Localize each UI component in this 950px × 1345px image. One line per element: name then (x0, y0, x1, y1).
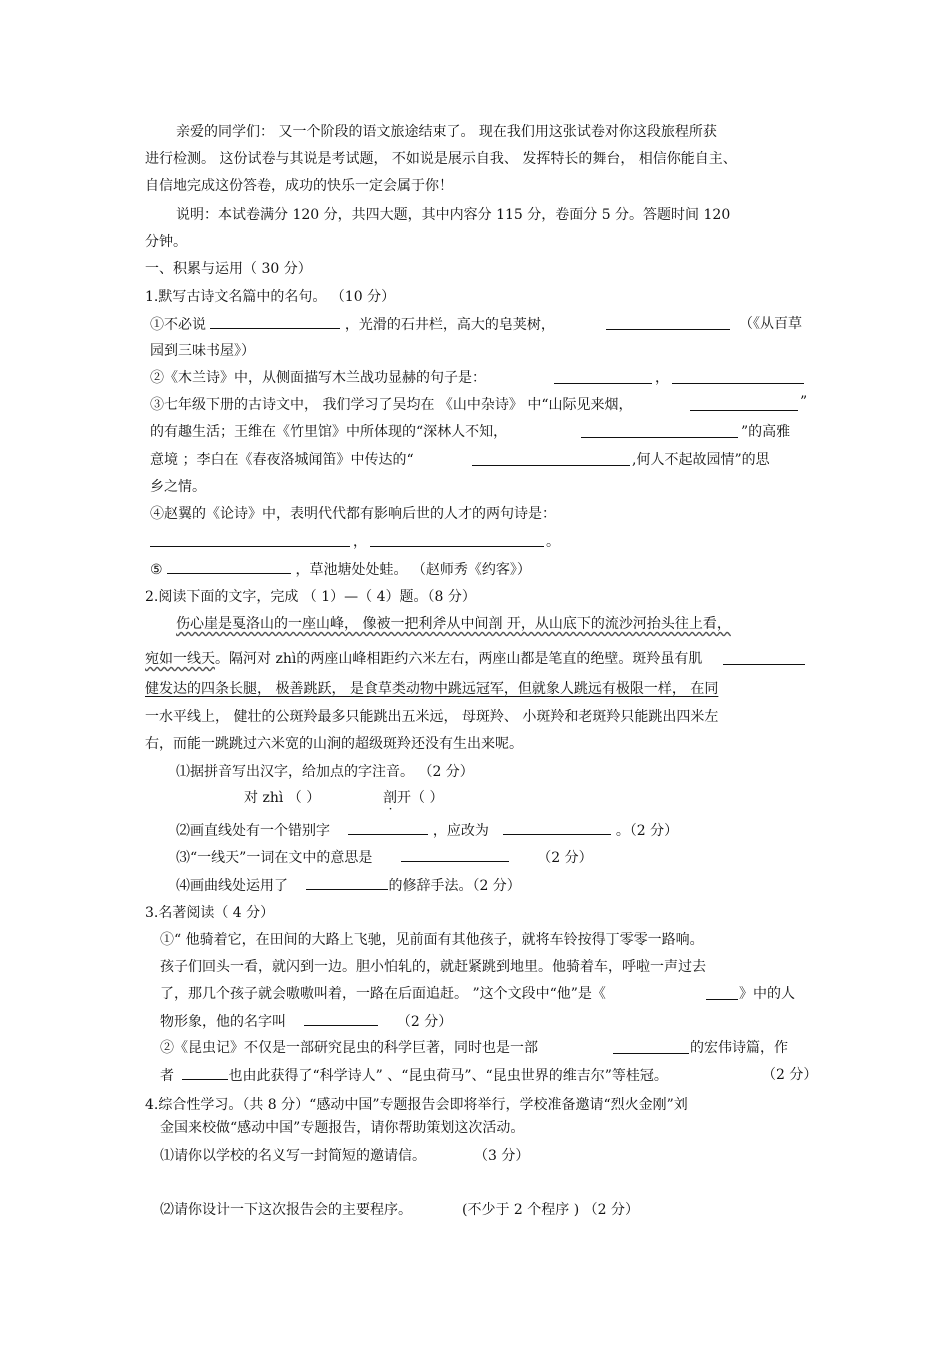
intro-line-1: 亲爱的同学们： 又一个阶段的语文旅途结束了。 现在我们用这张试卷对你这段旅程所获 (176, 124, 717, 140)
q1-item-1-source: （《从百草 (739, 316, 802, 332)
q1-title: 1.默写古诗文名篇中的名句。 （10 分） (145, 289, 396, 305)
q1-item-5-number: ⑤ (150, 562, 163, 578)
q2-blank-3[interactable] (401, 848, 509, 862)
q1-blank-4[interactable] (672, 370, 804, 384)
q1-blank-9[interactable] (370, 533, 544, 547)
q2-sub-4-text-a: ⑷画曲线处运用了 (176, 878, 288, 894)
q3-item-1-line-3: 了，那几个孩子就会嗷嗷叫着，一路在后面追赶。 ”这个文段中“他”是《 (160, 986, 606, 1002)
passage-phrase-yixiantian: 宛如一线天 (145, 651, 215, 667)
q2-blank-1[interactable] (348, 821, 428, 835)
q1-blank-6[interactable] (581, 424, 738, 438)
passage-line-2 (145, 650, 702, 668)
q2-blank-2[interactable] (503, 821, 611, 835)
instructions-line-2: 分钟。 (145, 234, 187, 250)
passage-line-3-text: 健发达的四条长腿， 极善跳跃， 是食草类动物中跳远冠军，但就象人跳远有极限一样， 在同 (145, 681, 719, 697)
q1-blank-10[interactable] (167, 560, 291, 574)
q1-item-3-line-1: ③七年级下册的古诗文中， 我们学习了吴均在 《山中杂诗》 中“山际见来烟， (150, 397, 633, 413)
q1-blank-5[interactable] (690, 397, 798, 411)
q2-sub-3-text: ⑶“一线天”一词在文中的意思是 (176, 850, 373, 866)
q2-blank-4[interactable] (306, 876, 388, 890)
q1-item-4-period: 。 (546, 534, 560, 550)
q1-item-3-line-3: 意境 ；李白在《春夜洛城闻笛》中传达的“ (150, 452, 414, 468)
q3-blank-4[interactable] (182, 1066, 228, 1080)
q1-item-3-line-4: 乡之情。 (150, 479, 206, 495)
q1-blank-3[interactable] (554, 370, 652, 384)
q4-sub-2: ⑵请你设计一下这次报告会的主要程序。 (160, 1202, 412, 1218)
q3-item-1-score: （2 分） (396, 1014, 453, 1030)
passage-line-1: 伤心崖是戛洛山的一座山峰， 像被一把利斧从中间剖 开，从山底下的流沙河抬头往上看， (176, 616, 731, 632)
instructions-line-1: 说明：本试卷满分 120 分，共四大题，其中内容分 115 分，卷面分 5 分。答题时间 120 (176, 207, 731, 223)
q3-item-2-line-1-end: 的宏伟诗篇，作 (690, 1040, 788, 1056)
q4-sub-1: ⑴请你以学校的名义写一封简短的邀请信。 (160, 1148, 426, 1164)
q1-blank-2[interactable] (606, 316, 730, 330)
section-heading: 一、积累与运用（ 30 分） (145, 261, 312, 277)
passage-line-2-rest: 。隔河对 zhì的两座山峰相距约六米左右，两座山都是笔直的绝壁。斑羚虽有肌 (215, 651, 703, 667)
intro-line-3: 自信地完成这份答卷，成功的快乐一定会属于你！ (145, 178, 453, 194)
q1-item-1-text-a: ①不必说 (150, 317, 206, 333)
dotted-character: 剖 (383, 790, 397, 806)
q1-item-1 (150, 315, 555, 334)
q1-item-3-line-2-end: ”的高雅 (741, 424, 791, 440)
q4-sub-2-note: (不少于 2 个程序 ) （2 分） (462, 1202, 639, 1218)
q1-item-4: ④赵翼的《论诗》中，表明代代都有影响后世的人才的两句诗是： (150, 506, 556, 522)
q3-item-2-line-2-text: 也由此获得了“科学诗人” 、“昆虫荷马”、“昆虫世界的维吉尔”等桂冠。 (228, 1068, 668, 1084)
passage-underline-1 (723, 651, 805, 665)
q2-sub-3-score: （2 分） (537, 850, 593, 866)
passage-line-5: 右，而能一跳跳过六米宽的山涧的超级斑羚还没有生出来呢。 (145, 736, 523, 752)
q4-sub-1-score: （3 分） (474, 1148, 530, 1164)
q2-sub-4-text-b: 的修辞手法。（2 分） (388, 878, 521, 894)
q2-sub-1-zhi: 对 zhì （ ） (244, 790, 321, 806)
q3-item-1-line-4-text: 物形象，他的名字叫 (160, 1014, 286, 1030)
q1-item-4-comma: ， (353, 534, 367, 550)
q3-item-1-line-2: 孩子们回头一看，就闪到一边。胆小怕轧的，就赶紧跳到地里。他骑着车，呼啦一声过去 (160, 959, 706, 975)
q3-blank-3[interactable] (613, 1040, 689, 1054)
q3-item-2-score: （2 分） (762, 1067, 818, 1083)
q2-sub-1-pou-rest: 开（ ） (397, 790, 444, 806)
q4-title-cont: 金国来校做“感动中国”专题报告，请你帮助策划这次活动。 (160, 1120, 525, 1136)
q3-item-1-line-1: ①“ 他骑着它，在田间的大路上飞驰，见前面有其他孩子，就将车铃按得丁零零一路响。 (160, 932, 704, 948)
q2-sub-1: ⑴据拼音写出汉字，给加点的字注音。 （2 分） (176, 764, 474, 780)
q1-item-2-comma: ， (655, 370, 669, 386)
q1-item-3-line-2: 的有趣生活；王维在《竹里馆》中所体现的“深林人不知， (150, 424, 508, 440)
q2-sub-1-pou (383, 789, 443, 807)
q3-item-1-line-3-end: 》中的人 (739, 986, 795, 1002)
q2-sub-4 (176, 876, 521, 895)
q1-item-5-text: ，草池塘处处蛙。 （赵师秀《约客》） (295, 562, 531, 578)
q2-title: 2.阅读下面的文字，完成 （ 1）—（ 4）题。（8 分） (145, 589, 476, 605)
passage-line-3 (145, 680, 718, 698)
q1-blank-1[interactable] (210, 315, 340, 329)
q1-item-1-text-b: ，光滑的石井栏，高大的皂荚树， (344, 317, 555, 333)
q1-item-3-line-3-end: ,何人不起故园情”的思 (632, 452, 770, 468)
q2-sub-2-text-c: 。（2 分） (615, 823, 679, 839)
q1-blank-8[interactable] (150, 533, 350, 547)
q3-item-2-author-label: 者 (160, 1068, 174, 1084)
q1-item-5 (150, 560, 531, 579)
q3-item-2-line-2 (160, 1066, 668, 1085)
q2-sub-2-text-b: ，应改为 (432, 823, 489, 839)
q3-blank-1[interactable] (706, 986, 738, 1000)
q3-blank-2[interactable] (304, 1012, 378, 1026)
passage-line-4: 一水平线上， 健壮的公斑羚最多只能跳出五米远， 母斑羚、 小斑羚和老斑羚只能跳出四米左 (145, 709, 719, 725)
q3-item-1-line-4 (160, 1012, 452, 1031)
q2-sub-2-text-a: ⑵画直线处有一个错别字 (176, 823, 330, 839)
q3-item-2-line-1: ②《昆虫记》不仅是一部研究昆虫的科学巨著，同时也是一部 (160, 1040, 538, 1056)
q1-item-1-source-cont: 园到三味书屋》） (150, 343, 255, 359)
q1-item-3-quote: ” (800, 394, 808, 410)
intro-line-2: 进行检测。 这份试卷与其说是考试题， 不如说是展示自我、 发挥特长的舞台， 相信你能自主、 (145, 151, 737, 167)
q4-title: 4.综合性学习。（共 8 分）“感动中国”专题报告会即将举行，学校准备邀请“烈火金刚”刘 (145, 1097, 688, 1113)
q1-item-2: ②《木兰诗》中，从侧面描写木兰战功显赫的句子是： (150, 370, 486, 386)
q2-sub-2 (176, 821, 678, 840)
q2-sub-3 (176, 848, 593, 867)
q1-blank-7[interactable] (472, 452, 630, 466)
q3-title: 3.名著阅读（ 4 分） (145, 905, 275, 921)
